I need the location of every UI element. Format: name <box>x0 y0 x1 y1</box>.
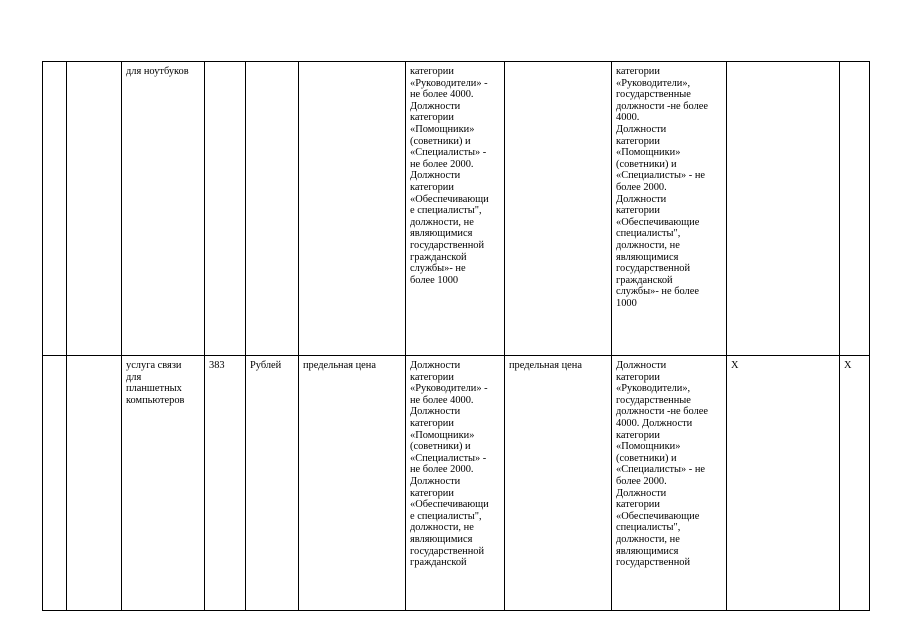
row-number-cell <box>43 356 67 611</box>
limit-value-cell: категории «Руководители», государственные должности -не более 4000. Должности категории «Помощники» (советники) и «Специалисты» - не более 2000. Должности категории «Обеспечивающие специалисты", должности, не являющимися государственной гражданской службы»- не более 1000 <box>612 62 727 356</box>
justification-cell <box>727 62 840 356</box>
characteristic-cell: предельная цена <box>299 356 406 611</box>
characteristic-cell: предельная цена <box>505 356 612 611</box>
okei-code-cell <box>205 62 246 356</box>
table-row <box>43 62 870 356</box>
justification-cell: X <box>727 356 840 611</box>
service-name-cell: для ноутбуков <box>122 62 205 356</box>
limit-value-cell: категории «Руководители» - не более 4000. Должности категории «Помощники» (советники) и «Специалисты» - не более 2000. Должности категории «Обеспечивающи е специалисты", должности, не являющимися государственной гражданской службы»- не более 1000 <box>406 62 505 356</box>
position-cell <box>67 62 122 356</box>
unit-cell: Рублей <box>246 356 299 611</box>
characteristic-cell <box>505 62 612 356</box>
row-number-cell <box>43 62 67 356</box>
service-name-cell: услуга связи для планшетных компьютеров <box>122 356 205 611</box>
requirements-table <box>42 61 870 611</box>
limit-value-cell: Должности категории «Руководители» - не более 4000. Должности категории «Помощники» (советники) и «Специалисты» - не более 2000. Должности категории «Обеспечивающи е специалисты", должности, не являющимися государственной гражданской <box>406 356 505 611</box>
characteristic-cell <box>299 62 406 356</box>
limit-value-cell: Должности категории «Руководители», государственные должности -не более 4000. Должности категории «Помощники» (советники) и «Специалисты» - не более 2000. Должности категории «Обеспечивающие специалисты", должности, не являющимися государственной <box>612 356 727 611</box>
table-row <box>43 356 870 611</box>
function-cell: X <box>840 356 870 611</box>
function-cell <box>840 62 870 356</box>
okei-code-cell: 383 <box>205 356 246 611</box>
unit-cell <box>246 62 299 356</box>
position-cell <box>67 356 122 611</box>
